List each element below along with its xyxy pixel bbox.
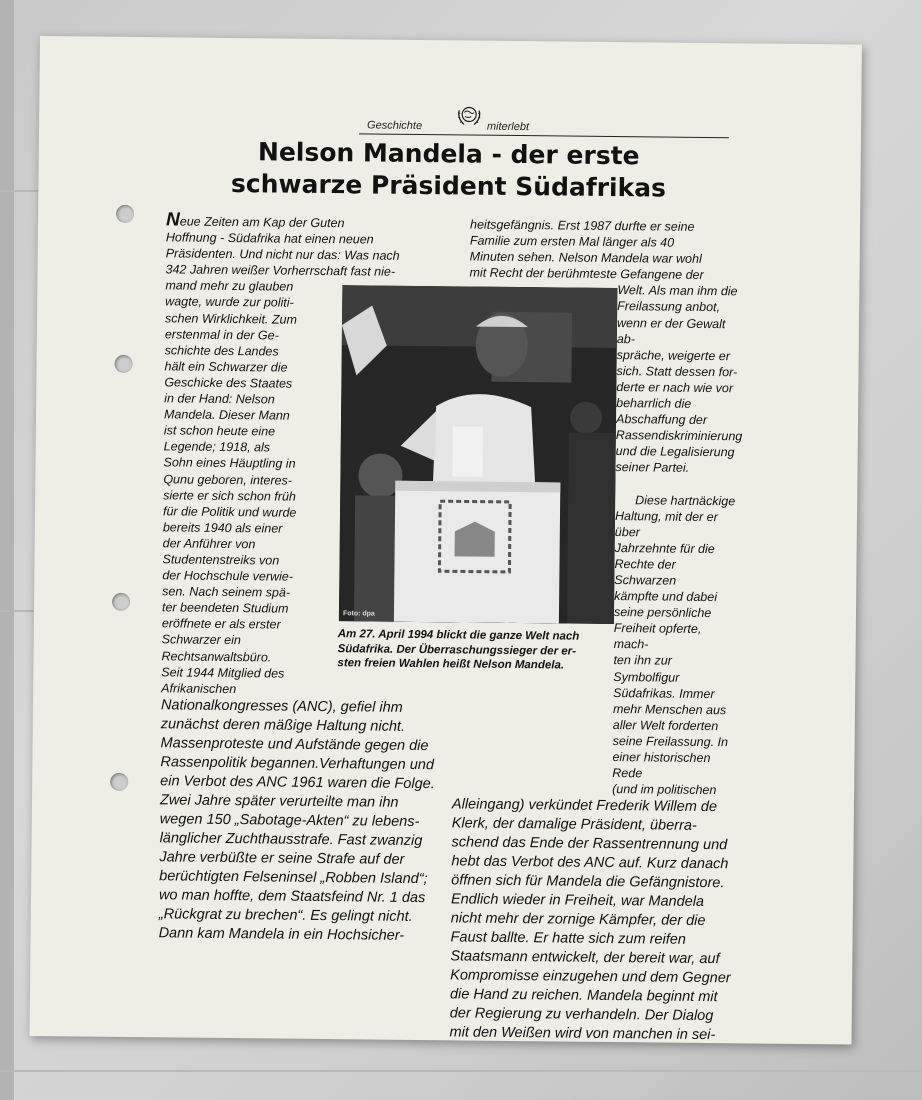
text-line: Jahrzehnte für die — [614, 540, 715, 556]
text-line: einer historischen Rede — [612, 750, 711, 781]
text-line: der Regierung zu verhandeln. Der Dialog — [449, 1005, 714, 1025]
text-line: mit Recht der berühmteste Gefangene der — [469, 265, 704, 283]
photo-mandela-voting — [339, 285, 618, 624]
text-line: Seit 1944 Mitglied des — [161, 664, 285, 681]
text-line: Nationalkongresses (ANC), gefiel ihm — [160, 697, 403, 716]
text-line: spräche, weigerte er — [616, 347, 731, 363]
text-line: Familie zum ersten Mal länger als 40 — [469, 233, 675, 250]
text-line: ein Verbot des ANC 1961 waren die Folge. — [160, 773, 435, 792]
text-line: sich. Statt dessen for- — [616, 363, 738, 380]
text-line: Legende; 1918, als — [163, 439, 271, 455]
text-line: mehr Menschen aus — [612, 701, 727, 717]
text-line: Rechte der Schwarzen — [614, 556, 677, 588]
header-right-label: miterlebt — [486, 120, 530, 134]
page-header — [359, 103, 729, 138]
text-line: Afrikanischen — [161, 681, 237, 696]
text-line: hebt das Verbot des ANC auf. Kurz danach — [451, 853, 729, 873]
text-line: Zwei Jahre später verurteilte man ihn — [159, 792, 399, 811]
text-line: und die Legalisierung — [615, 444, 735, 460]
text-line: heitsgefängnis. Erst 1987 durfte er seine — [469, 217, 695, 234]
text-line: Abschaffung der — [615, 412, 708, 428]
text-line: in der Hand: Nelson — [164, 391, 275, 407]
caption-line: Am 27. April 1994 blickt die ganze Welt nach — [337, 628, 580, 643]
text-line: Rassendiskriminierung — [615, 428, 743, 444]
text-line: öffnen sich für Mandela die Gefängnistore. — [451, 872, 725, 892]
text-line: mand mehr zu glauben — [165, 278, 294, 295]
text-line: Alleingang) verkündet Frederik Willem de — [451, 796, 718, 816]
header-left-label: Geschichte — [367, 119, 423, 133]
punch-hole — [110, 773, 128, 791]
text-line: schen Wirklichkeit. Zum — [164, 310, 297, 327]
punch-hole — [112, 593, 130, 611]
text-line: seiner Partei. — [615, 460, 690, 476]
text-line: Südafrikas. Immer — [613, 685, 715, 701]
text-line: „Rückgrat zu brechen“. Es gelingt nicht. — [158, 906, 413, 925]
text-line: die Hand zu reichen. Mandela beginnt mit — [449, 986, 718, 1006]
text-line: Klerk, der damalige Präsident, überra- — [451, 815, 697, 835]
floor-tile-seam — [0, 0, 14, 1100]
text-line: der Anführer von — [162, 536, 256, 552]
text-line: eröffnete er als erster — [161, 616, 281, 632]
text-line: Freilassung anbot, — [617, 299, 721, 315]
text-line: ter beendeten Studium — [161, 600, 289, 616]
text-line: sen. Nach seinem spä- — [162, 584, 291, 600]
article-title — [168, 135, 729, 205]
text-line: zunächst deren mäßige Haltung nicht. — [160, 716, 406, 735]
text-line: wo man hoffte, dem Staatsfeind Nr. 1 das — [158, 887, 426, 906]
text-line: Diese hartnäckige — [635, 492, 736, 508]
text-line: hält ein Schwarzer die — [164, 359, 288, 375]
text-line: Minuten sehen. Nelson Mandela war wohl — [469, 249, 702, 267]
text-line: Mandela. Dieser Mann — [163, 407, 290, 423]
text-line: Freiheit opferte, mach- — [613, 621, 702, 652]
text-line: sierte er sich schon früh — [163, 487, 296, 504]
text-line: Hoffnung - Südafrika hat einen neuen — [165, 230, 374, 247]
text-line: Jahre verbüßte er seine Strafe auf der — [159, 849, 405, 868]
photo-credit: Foto: dpa — [342, 610, 375, 618]
text-line: Massenproteste und Aufstände gegen die — [160, 735, 429, 754]
text-line: Staatsmann entwickelt, der bereit war, auf — [450, 948, 720, 968]
text-line: Faust ballte. Er hatte sich zum reifen — [450, 929, 686, 949]
text-line: für die Politik und wurde — [162, 504, 297, 520]
text-line: (und im politischen — [612, 782, 717, 798]
document-page — [30, 36, 862, 1045]
text-line: mit den Weißen wird von manchen in sei- — [449, 1024, 716, 1044]
text-line: erstenmal in der Ge- — [164, 326, 279, 343]
text-line: wegen 150 „Sabotage-Akten“ zu lebens- — [159, 811, 420, 830]
title-line-2: schwarze Präsident Südafrikas — [230, 169, 667, 203]
text-line: Kompromisse einzugehen und dem Gegner — [450, 967, 731, 987]
text-line: schend das Ende der Rassentrennung und — [451, 834, 728, 854]
punch-hole — [116, 205, 134, 223]
text-line: kämpfte und dabei — [614, 589, 718, 605]
text-line: Geschicke des Staates — [164, 375, 293, 391]
text-line: Qunu geboren, interes- — [163, 471, 292, 488]
drop-cap: N — [165, 209, 180, 231]
text-line: 342 Jahren weißer Vorherrschaft fast nie- — [165, 262, 396, 280]
text-line: wenn er der Gewalt ab- — [616, 315, 726, 346]
text-line: bereits 1940 als einer — [162, 520, 283, 536]
punch-hole — [114, 355, 132, 373]
text-line: Studentenstreiks von — [162, 552, 280, 568]
caption-line: sten freien Wahlen heißt Nelson Mandela. — [337, 657, 565, 672]
text-line: Präsidenten. Und nicht nur das: Was nach — [165, 246, 400, 263]
text-line: Sohn eines Häuptling in — [163, 455, 296, 472]
text-line: Rassenpolitik begannen.Verhaftungen und — [160, 754, 435, 773]
text-line: Rechtsanwaltsbüro. — [161, 648, 272, 664]
photo-caption — [337, 627, 622, 673]
floor-tile-seam — [0, 1070, 922, 1072]
text-line: länglicher Zuchthausstrafe. Fast zwanzig — [159, 830, 423, 849]
text-line: seine persönliche — [613, 605, 712, 621]
text-line: ten ihn zur Symbolfigur — [613, 653, 680, 685]
globe-wreath-icon — [454, 100, 484, 130]
photo-illustration — [339, 285, 618, 624]
title-line-1: Nelson Mandela - der erste — [257, 137, 640, 171]
text-line: wagte, wurde zur politi- — [165, 294, 294, 311]
text-line: Dann kam Mandela in ein Hochsicher- — [158, 925, 405, 944]
text-line: ist schon heute eine — [163, 423, 276, 439]
text-line: derte er nach wie vor — [616, 379, 734, 396]
text-line: Endlich wieder in Freiheit, war Mandela — [450, 891, 705, 911]
text-line: nicht mehr der zornige Kämpfer, der die — [450, 910, 706, 930]
first-line: eue Zeiten am Kap der Guten — [179, 214, 345, 231]
text-line: aller Welt forderten — [612, 717, 719, 733]
text-line: schichte des Landes — [164, 343, 279, 359]
text-line: Welt. Als man ihm die — [617, 283, 738, 299]
text-line: der Hochschule verwie- — [162, 568, 294, 584]
text-line: berüchtigten Felseninsel „Robben Island“; — [159, 868, 428, 887]
text-line: Haltung, mit der er über — [614, 508, 718, 539]
text-line: beharrlich die — [616, 396, 692, 411]
floor-tile-seam — [0, 190, 40, 192]
caption-line: Südafrika. Der Überraschungssieger der er- — [337, 642, 577, 658]
text-line: Schwarzer ein — [161, 632, 241, 648]
text-line: seine Freilassung. In — [612, 733, 729, 750]
